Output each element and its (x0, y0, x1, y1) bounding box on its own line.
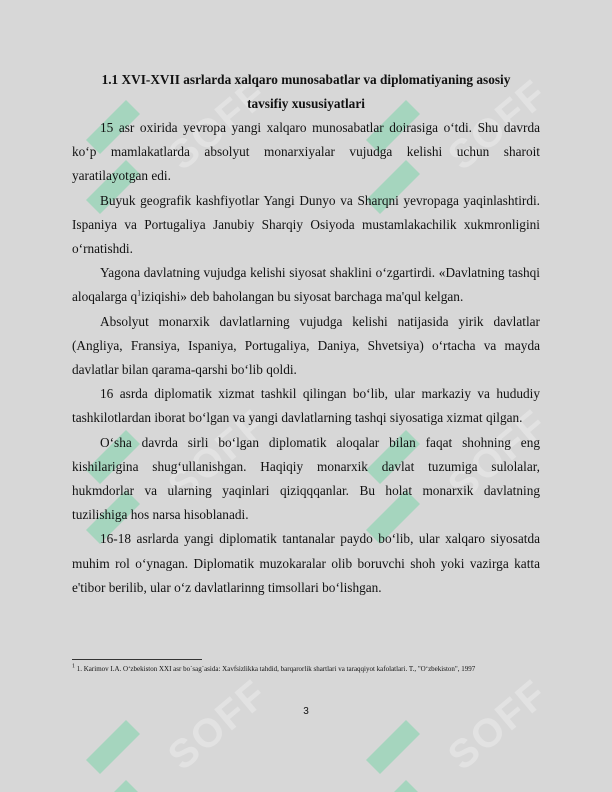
paragraph-1: 15 asr oxirida yevropa yangi xalqaro munosabatlar doirasiga o‘tdi. Shu davrda ko‘p mamlakatlarda absolyut monarxiyalar vujudga kelishi uchun sharoit yaratilayotgan edi. (72, 120, 540, 184)
section-title (72, 68, 540, 116)
watermark-text: SOFF (160, 401, 277, 509)
watermark-text: SOFF (160, 671, 277, 779)
footnote-mark: 1 (72, 663, 75, 670)
watermark-text: SOFF (440, 401, 557, 509)
section-title-line-1: 1.1 XVI-XVII asrlarda xalqaro munosabatlar va diplomatiyaning asosiy (101, 72, 511, 87)
watermark-text: SOFF (440, 71, 557, 179)
paragraph-3 (72, 261, 540, 309)
paragraph-6: O‘sha davrda sirli bo‘lgan diplomatik aloqalar bilan faqat shohning eng kishilarigina shug‘ullanishgan. Haqiqiy monarxik davlat tuzumiga sulolalar, hukmdorlar va ularning yaqinlari qiziqqqanlar. Bu holat monarxik davlatning tuzilishiga hos narsa hisoblanadi. (72, 434, 540, 523)
paragraph-5: 16 asrda diplomatik xizmat tashkil qilingan bo‘lib, ular markaziy va hududiy tashkilotlardan iborat bo‘lgan va yangi davlatlarning tashqi siyosatiga xizmat qilgan. (72, 386, 540, 426)
footnote-reference[interactable]: 1 (137, 289, 142, 298)
paragraph-7: 16-18 asrlarda yangi diplomatik tantanalar paydo bo‘lib, ular xalqaro siyosatda muhim rol o‘ynagan. Diplomatik muzokaralar olib boruvchi shoh yoki vazirga katta e'tibor berilib, ular o‘z davlatlarinng timsollari bo‘lishgan. (72, 531, 540, 595)
section-title-line-2: tavsifiy xususiyatlari (247, 96, 365, 111)
footnote (72, 664, 542, 674)
paragraph-3-text-b: iziqishi» deb baholangan bu siyosat barchaga ma'qul kelgan. (141, 289, 464, 305)
watermark-text: SOFF (440, 671, 557, 779)
paragraph-2: Buyuk geografik kashfiyotlar Yangi Dunyo va Sharqni yevropaga yaqinlashtirdi. Ispaniya va Portugaliya Janubiy Sharqiy Osiyoda mustamlakachilik xukmronligini o‘rnatishdi. (72, 192, 540, 257)
watermark-text: SOFF (160, 71, 277, 179)
paragraph-3-text-a: Yagona davlatning vujudga kelishi siyosat shaklini o‘zgartirdi. «Davlatning tashqi aloqalarga q (72, 265, 540, 305)
page-number: 3 (303, 706, 309, 717)
paragraph-4: Absolyut monarxik davlatlarning vujudga kelishi natijasida yirik davlatlar (Angliya, Fransiya, Ispaniya, Portugaliya, Daniya, Shvetsiya) o‘rtacha va mayda davlatlar bilan qarama-qarshi bo‘lib qoldi. (72, 313, 540, 378)
footnote-separator (72, 659, 202, 660)
document-body (72, 68, 540, 600)
footnote-text: 1. Karimov I.A. O‘zbekiston XXI asr bo`sag`asida: Xavfsizlikka tahdid, barqarorlik shartlari va taraqqiyot kafolatlari. T., "O‘zbekiston", 1997 (75, 665, 476, 673)
